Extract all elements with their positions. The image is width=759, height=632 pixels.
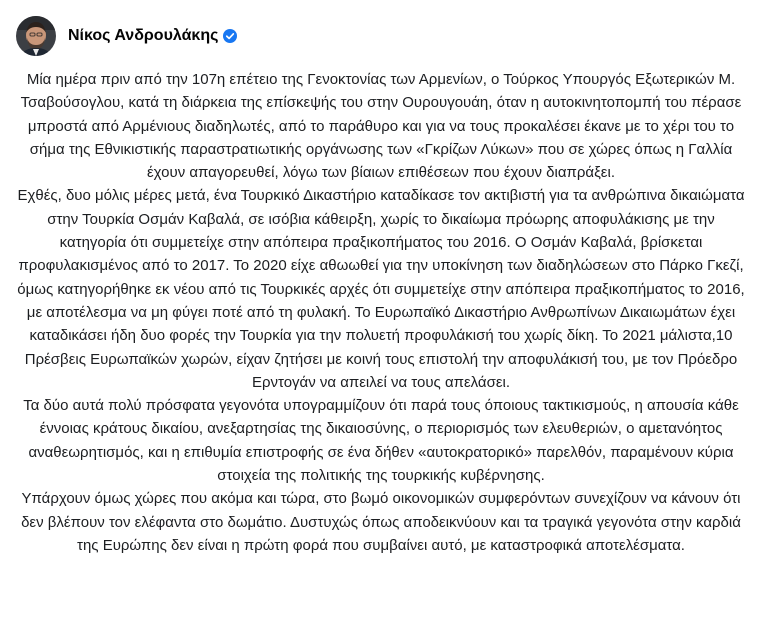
post-paragraph: Υπάρχουν όμως χώρες που ακόμα και τώρα, στο βωμό οικονομικών συμφερόντων συνεχίζουν να κάνουν ότι δεν βλέπουν τον ελέφαντα στο δωμάτιο. Δυστυχώς όπως αποδεικνύουν και τα τραγικά γεγονότα στην καρδιά της Ευρώπης δεν είναι η πρώτη φορά που συμβαίνει αυτό, με καταστροφικά αποτελέσματα. xyxy=(21,490,741,554)
post-header xyxy=(16,12,237,60)
author-name: Νίκος Ανδρουλάκης xyxy=(68,27,219,44)
post-paragraph: Τα δύο αυτά πολύ πρόσφατα γεγονότα υπογραμμίζουν ότι παρά τους όποιους τακτικισμούς, η απουσία κάθε έννοιας κράτους δικαίου, ανεξαρτησίας της δικαιοσύνης, ο περιορισμός των ελευθεριών, ο αμετανόητος αναθεωρητισμός, και η επιθυμία επιστροφής σε ένα δήθεν «αυτοκρατορικό» παρελθόν, παραμένουν κύρια στοιχεία της πολιτικής της τουρκικής κυβέρνησης. xyxy=(23,397,739,485)
avatar-image xyxy=(16,16,56,56)
verified-badge-icon xyxy=(223,29,237,43)
post-text xyxy=(16,68,746,557)
post-paragraph: Μία ημέρα πριν από την 107η επέτειο της Γενοκτονίας των Αρμενίων, ο Τούρκος Υπουργός Εξωτερικών Μ. Τσαβούσογλου, κατά τη διάρκεια της επίσκεψής του στην Ουρουγουάη, όταν η αυτοκινητοπομπή του πέρασε μπροστά από Αρμένιους διαδηλωτές, από το παράθυρο και για να τους προκαλέσει έκανε με το χέρι του το σήμα της Εθνικιστικής παραστρατιωτικής οργάνωσης των «Γκρίζων Λύκων» που σε χώρες όπως η Γαλλία έχουν απαγορευθεί, λόγω των βίαιων επιθέσεων που έχουν διαπράξει. xyxy=(20,71,742,182)
author-link[interactable] xyxy=(68,27,237,45)
post-paragraph: Εχθές, δυο μόλις μέρες μετά, ένα Τουρκικό Δικαστήριο καταδίκασε τον ακτιβιστή για τα ανθρώπινα δικαιώματα στην Τουρκία Οσμάν Καβαλά, σε ισόβια κάθειρξη, χωρίς το δικαίωμα πρόωρης αποφυλάκισης με την κατηγορία ότι συμμετείχε στην απόπειρα πραξικοπήματος του 2016. Ο Οσμάν Καβαλά, βρίσκεται προφυλακισμένος από το 2017. Το 2020 είχε αθωωθεί για την υποκίνηση των διαδηλώσεων στο Πάρκο Γκεζί, όμως κατηγορήθηκε εκ νέου από τις Τουρκικές αρχές ότι συμμετείχε στην απόπειρα πραξικοπήματος το 2016, με αποτέλεσμα να μη φύγει ποτέ από τη φυλακή. Το Ευρωπαϊκό Δικαστήριο Ανθρωπίνων Δικαιωμάτων έχει καταδικάσει ήδη δυο φορές την Τουρκία για την πολυετή προφυλάκισή του χωρίς δίκη. Το 2021 μάλιστα,10 Πρέσβεις Ευρωπαϊκών χωρών, είχαν ζητήσει με κοινή τους επιστολή την αποφυλάκισή του, με τον Πρόεδρο Ερντογάν να απειλεί να τους απελάσει. xyxy=(17,187,745,391)
avatar[interactable] xyxy=(16,16,56,56)
